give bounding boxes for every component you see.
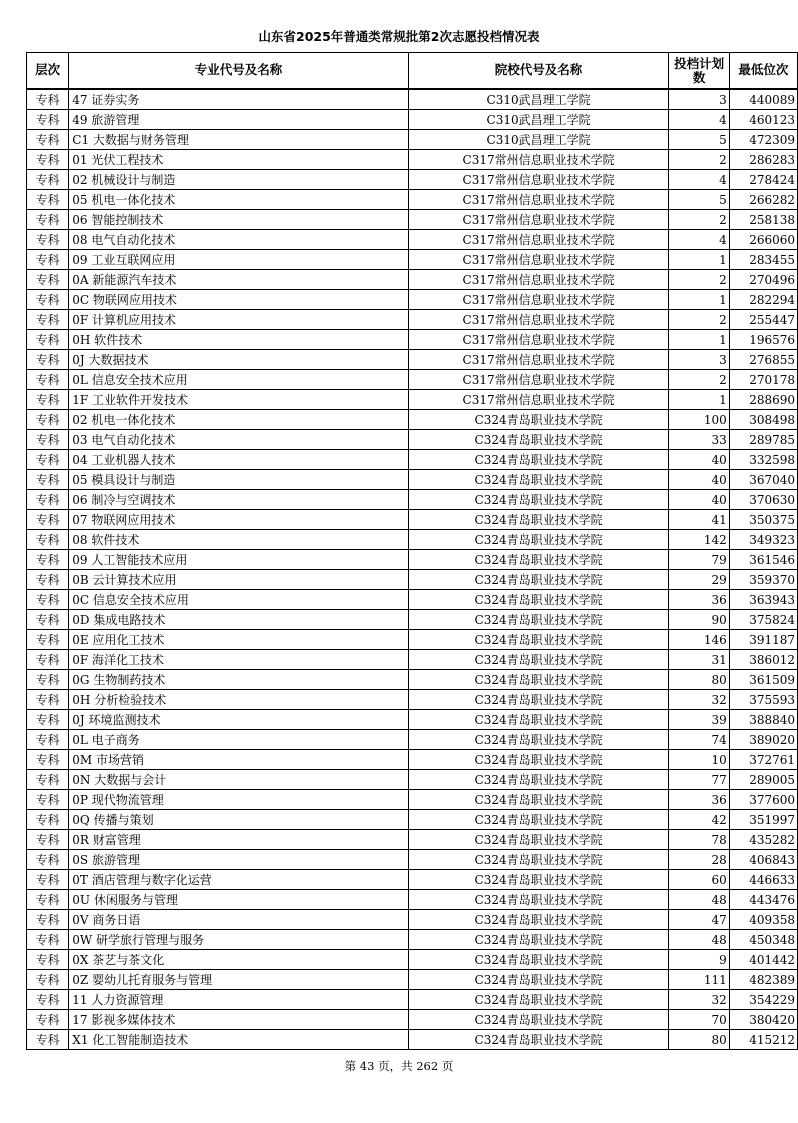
cell-plan: 33 — [669, 430, 729, 450]
cell-level: 专科 — [27, 610, 69, 630]
cell-level: 专科 — [27, 130, 69, 150]
table-row — [27, 550, 798, 570]
cell-school: C324青岛职业技术学院 — [408, 930, 669, 950]
table-row — [27, 1010, 798, 1030]
cell-level: 专科 — [27, 210, 69, 230]
cell-plan: 4 — [669, 170, 729, 190]
cell-plan: 80 — [669, 670, 729, 690]
cell-level: 专科 — [27, 990, 69, 1010]
cell-level: 专科 — [27, 690, 69, 710]
cell-plan: 1 — [669, 250, 729, 270]
cell-major: 0A 新能源汽车技术 — [69, 270, 408, 290]
cell-rank: 289005 — [729, 770, 797, 790]
header-level: 层次 — [27, 53, 69, 90]
cell-plan: 9 — [669, 950, 729, 970]
cell-rank: 276855 — [729, 350, 797, 370]
cell-rank: 443476 — [729, 890, 797, 910]
cell-major: 0F 海洋化工技术 — [69, 650, 408, 670]
cell-rank: 361509 — [729, 670, 797, 690]
cell-major: 09 工业互联网应用 — [69, 250, 408, 270]
cell-plan: 4 — [669, 110, 729, 130]
table-row — [27, 230, 798, 250]
admission-table — [26, 52, 798, 1050]
cell-major: 11 人力资源管理 — [69, 990, 408, 1010]
cell-plan: 4 — [669, 230, 729, 250]
cell-school: C324青岛职业技术学院 — [408, 610, 669, 630]
table-row — [27, 590, 798, 610]
table-row — [27, 170, 798, 190]
cell-school: C317常州信息职业技术学院 — [408, 330, 669, 350]
cell-school: C324青岛职业技术学院 — [408, 950, 669, 970]
cell-major: 01 光伏工程技术 — [69, 150, 408, 170]
cell-rank: 372761 — [729, 750, 797, 770]
cell-level: 专科 — [27, 830, 69, 850]
cell-level: 专科 — [27, 110, 69, 130]
table-row — [27, 890, 798, 910]
cell-level: 专科 — [27, 930, 69, 950]
table-row — [27, 330, 798, 350]
cell-level: 专科 — [27, 570, 69, 590]
cell-school: C324青岛职业技术学院 — [408, 790, 669, 810]
table-row — [27, 670, 798, 690]
cell-level: 专科 — [27, 630, 69, 650]
table-row — [27, 1030, 798, 1050]
table-row — [27, 270, 798, 290]
table-row — [27, 390, 798, 410]
cell-level: 专科 — [27, 530, 69, 550]
cell-school: C317常州信息职业技术学院 — [408, 150, 669, 170]
cell-major: 0E 应用化工技术 — [69, 630, 408, 650]
cell-level: 专科 — [27, 330, 69, 350]
cell-major: 0T 酒店管理与数字化运营 — [69, 870, 408, 890]
cell-school: C324青岛职业技术学院 — [408, 810, 669, 830]
cell-rank: 266282 — [729, 190, 797, 210]
cell-level: 专科 — [27, 650, 69, 670]
cell-plan: 5 — [669, 190, 729, 210]
cell-level: 专科 — [27, 710, 69, 730]
cell-school: C324青岛职业技术学院 — [408, 590, 669, 610]
cell-school: C317常州信息职业技术学院 — [408, 190, 669, 210]
cell-school: C324青岛职业技术学院 — [408, 870, 669, 890]
cell-level: 专科 — [27, 730, 69, 750]
cell-plan: 1 — [669, 290, 729, 310]
cell-rank: 255447 — [729, 310, 797, 330]
cell-rank: 270178 — [729, 370, 797, 390]
cell-level: 专科 — [27, 770, 69, 790]
cell-level: 专科 — [27, 950, 69, 970]
table-row — [27, 850, 798, 870]
cell-level: 专科 — [27, 350, 69, 370]
cell-major: 0D 集成电路技术 — [69, 610, 408, 630]
cell-school: C324青岛职业技术学院 — [408, 570, 669, 590]
cell-plan: 78 — [669, 830, 729, 850]
cell-rank: 440089 — [729, 89, 797, 110]
cell-rank: 266060 — [729, 230, 797, 250]
table-row — [27, 750, 798, 770]
cell-level: 专科 — [27, 1010, 69, 1030]
cell-rank: 388840 — [729, 710, 797, 730]
cell-school: C324青岛职业技术学院 — [408, 710, 669, 730]
cell-plan: 48 — [669, 890, 729, 910]
cell-major: 02 机械设计与制造 — [69, 170, 408, 190]
table-row — [27, 730, 798, 750]
cell-level: 专科 — [27, 790, 69, 810]
header-rank: 最低位次 — [729, 53, 797, 90]
table-row — [27, 370, 798, 390]
cell-rank: 354229 — [729, 990, 797, 1010]
cell-major: 06 智能控制技术 — [69, 210, 408, 230]
cell-rank: 389020 — [729, 730, 797, 750]
cell-level: 专科 — [27, 850, 69, 870]
cell-rank: 460123 — [729, 110, 797, 130]
cell-level: 专科 — [27, 170, 69, 190]
cell-level: 专科 — [27, 670, 69, 690]
cell-school: C324青岛职业技术学院 — [408, 730, 669, 750]
cell-level: 专科 — [27, 390, 69, 410]
cell-rank: 308498 — [729, 410, 797, 430]
cell-plan: 32 — [669, 690, 729, 710]
cell-plan: 10 — [669, 750, 729, 770]
cell-major: 0C 物联网应用技术 — [69, 290, 408, 310]
cell-rank: 283455 — [729, 250, 797, 270]
table-row — [27, 830, 798, 850]
cell-major: 04 工业机器人技术 — [69, 450, 408, 470]
cell-plan: 2 — [669, 310, 729, 330]
cell-level: 专科 — [27, 910, 69, 930]
cell-major: 0N 大数据与会计 — [69, 770, 408, 790]
cell-level: 专科 — [27, 590, 69, 610]
table-row — [27, 490, 798, 510]
cell-school: C324青岛职业技术学院 — [408, 530, 669, 550]
cell-rank: 363943 — [729, 590, 797, 610]
cell-rank: 446633 — [729, 870, 797, 890]
cell-school: C324青岛职业技术学院 — [408, 470, 669, 490]
cell-plan: 1 — [669, 390, 729, 410]
cell-level: 专科 — [27, 270, 69, 290]
header-plan: 投档计划数 — [669, 53, 729, 90]
cell-major: 0X 茶艺与茶文化 — [69, 950, 408, 970]
cell-rank: 482389 — [729, 970, 797, 990]
table-row — [27, 290, 798, 310]
cell-major: 08 电气自动化技术 — [69, 230, 408, 250]
table-row — [27, 470, 798, 490]
cell-plan: 142 — [669, 530, 729, 550]
table-row — [27, 810, 798, 830]
cell-school: C317常州信息职业技术学院 — [408, 170, 669, 190]
cell-plan: 1 — [669, 330, 729, 350]
table-row — [27, 190, 798, 210]
cell-major: 0Q 传播与策划 — [69, 810, 408, 830]
cell-plan: 48 — [669, 930, 729, 950]
cell-rank: 349323 — [729, 530, 797, 550]
cell-plan: 32 — [669, 990, 729, 1010]
table-row — [27, 870, 798, 890]
cell-major: 0F 计算机应用技术 — [69, 310, 408, 330]
cell-school: C310武昌理工学院 — [408, 110, 669, 130]
cell-major: C1 大数据与财务管理 — [69, 130, 408, 150]
cell-plan: 79 — [669, 550, 729, 570]
cell-plan: 41 — [669, 510, 729, 530]
cell-school: C324青岛职业技术学院 — [408, 450, 669, 470]
table-row — [27, 710, 798, 730]
cell-school: C324青岛职业技术学院 — [408, 770, 669, 790]
cell-school: C317常州信息职业技术学院 — [408, 250, 669, 270]
cell-school: C324青岛职业技术学院 — [408, 510, 669, 530]
cell-major: 03 电气自动化技术 — [69, 430, 408, 450]
cell-level: 专科 — [27, 290, 69, 310]
cell-level: 专科 — [27, 490, 69, 510]
cell-level: 专科 — [27, 410, 69, 430]
cell-rank: 282294 — [729, 290, 797, 310]
table-row — [27, 690, 798, 710]
cell-school: C324青岛职业技术学院 — [408, 550, 669, 570]
cell-rank: 377600 — [729, 790, 797, 810]
cell-level: 专科 — [27, 470, 69, 490]
table-row — [27, 910, 798, 930]
table-row — [27, 310, 798, 330]
table-header-row — [27, 53, 798, 90]
cell-major: 1F 工业软件开发技术 — [69, 390, 408, 410]
cell-plan: 47 — [669, 910, 729, 930]
cell-school: C310武昌理工学院 — [408, 130, 669, 150]
cell-level: 专科 — [27, 310, 69, 330]
cell-rank: 270496 — [729, 270, 797, 290]
cell-level: 专科 — [27, 510, 69, 530]
table-row — [27, 210, 798, 230]
cell-level: 专科 — [27, 89, 69, 110]
cell-major: X1 化工智能制造技术 — [69, 1030, 408, 1050]
cell-level: 专科 — [27, 550, 69, 570]
header-major: 专业代号及名称 — [69, 53, 408, 90]
cell-major: 0S 旅游管理 — [69, 850, 408, 870]
cell-plan: 5 — [669, 130, 729, 150]
cell-school: C324青岛职业技术学院 — [408, 650, 669, 670]
cell-major: 05 模具设计与制造 — [69, 470, 408, 490]
cell-level: 专科 — [27, 430, 69, 450]
table-row — [27, 110, 798, 130]
cell-level: 专科 — [27, 190, 69, 210]
table-row — [27, 410, 798, 430]
cell-major: 08 软件技术 — [69, 530, 408, 550]
cell-school: C317常州信息职业技术学院 — [408, 230, 669, 250]
cell-plan: 74 — [669, 730, 729, 750]
cell-major: 0B 云计算技术应用 — [69, 570, 408, 590]
cell-major: 0G 生物制药技术 — [69, 670, 408, 690]
cell-plan: 40 — [669, 470, 729, 490]
cell-rank: 367040 — [729, 470, 797, 490]
table-row — [27, 450, 798, 470]
cell-level: 专科 — [27, 890, 69, 910]
cell-plan: 40 — [669, 490, 729, 510]
table-row — [27, 650, 798, 670]
header-school: 院校代号及名称 — [408, 53, 669, 90]
cell-plan: 77 — [669, 770, 729, 790]
cell-rank: 391187 — [729, 630, 797, 650]
cell-school: C324青岛职业技术学院 — [408, 690, 669, 710]
cell-rank: 435282 — [729, 830, 797, 850]
table-row — [27, 930, 798, 950]
cell-school: C317常州信息职业技术学院 — [408, 350, 669, 370]
cell-school: C324青岛职业技术学院 — [408, 410, 669, 430]
cell-rank: 359370 — [729, 570, 797, 590]
cell-major: 47 证券实务 — [69, 89, 408, 110]
cell-major: 0W 研学旅行管理与服务 — [69, 930, 408, 950]
cell-school: C317常州信息职业技术学院 — [408, 390, 669, 410]
cell-plan: 3 — [669, 350, 729, 370]
page-title: 山东省2025年普通类常规批第2次志愿投档情况表 — [258, 29, 540, 44]
cell-rank: 361546 — [729, 550, 797, 570]
cell-rank: 370630 — [729, 490, 797, 510]
cell-level: 专科 — [27, 750, 69, 770]
table-row — [27, 570, 798, 590]
cell-school: C317常州信息职业技术学院 — [408, 270, 669, 290]
cell-major: 05 机电一体化技术 — [69, 190, 408, 210]
table-row — [27, 610, 798, 630]
table-row — [27, 990, 798, 1010]
table-row — [27, 130, 798, 150]
cell-plan: 2 — [669, 270, 729, 290]
cell-rank: 286283 — [729, 150, 797, 170]
cell-major: 17 影视多媒体技术 — [69, 1010, 408, 1030]
cell-plan: 90 — [669, 610, 729, 630]
cell-major: 0H 分析检验技术 — [69, 690, 408, 710]
cell-plan: 36 — [669, 590, 729, 610]
cell-rank: 415212 — [729, 1030, 797, 1050]
table-row — [27, 790, 798, 810]
cell-plan: 28 — [669, 850, 729, 870]
cell-major: 0L 信息安全技术应用 — [69, 370, 408, 390]
cell-level: 专科 — [27, 370, 69, 390]
table-body — [27, 89, 798, 1050]
cell-school: C324青岛职业技术学院 — [408, 490, 669, 510]
cell-major: 07 物联网应用技术 — [69, 510, 408, 530]
cell-school: C324青岛职业技术学院 — [408, 630, 669, 650]
cell-level: 专科 — [27, 970, 69, 990]
cell-plan: 70 — [669, 1010, 729, 1030]
cell-school: C324青岛职业技术学院 — [408, 890, 669, 910]
cell-plan: 80 — [669, 1030, 729, 1050]
cell-rank: 386012 — [729, 650, 797, 670]
cell-major: 0U 休闲服务与管理 — [69, 890, 408, 910]
cell-school: C324青岛职业技术学院 — [408, 1030, 669, 1050]
cell-level: 专科 — [27, 250, 69, 270]
table-row — [27, 510, 798, 530]
cell-plan: 146 — [669, 630, 729, 650]
cell-plan: 29 — [669, 570, 729, 590]
cell-level: 专科 — [27, 870, 69, 890]
cell-school: C317常州信息职业技术学院 — [408, 370, 669, 390]
cell-rank: 288690 — [729, 390, 797, 410]
cell-plan: 39 — [669, 710, 729, 730]
cell-rank: 289785 — [729, 430, 797, 450]
cell-rank: 450348 — [729, 930, 797, 950]
cell-major: 0P 现代物流管理 — [69, 790, 408, 810]
cell-major: 0J 环境监测技术 — [69, 710, 408, 730]
cell-plan: 2 — [669, 210, 729, 230]
cell-school: C310武昌理工学院 — [408, 89, 669, 110]
cell-plan: 31 — [669, 650, 729, 670]
cell-level: 专科 — [27, 150, 69, 170]
cell-school: C317常州信息职业技术学院 — [408, 290, 669, 310]
page-number: 第 43 页，共 262 页 — [344, 1059, 454, 1073]
cell-rank: 350375 — [729, 510, 797, 530]
cell-level: 专科 — [27, 450, 69, 470]
table-row — [27, 530, 798, 550]
cell-plan: 100 — [669, 410, 729, 430]
table-row — [27, 250, 798, 270]
cell-school: C324青岛职业技术学院 — [408, 830, 669, 850]
cell-plan: 3 — [669, 89, 729, 110]
cell-rank: 401442 — [729, 950, 797, 970]
table-row — [27, 970, 798, 990]
cell-plan: 2 — [669, 150, 729, 170]
cell-rank: 375593 — [729, 690, 797, 710]
cell-rank: 409358 — [729, 910, 797, 930]
cell-school: C324青岛职业技术学院 — [408, 970, 669, 990]
cell-plan: 60 — [669, 870, 729, 890]
cell-rank: 406843 — [729, 850, 797, 870]
cell-school: C324青岛职业技术学院 — [408, 850, 669, 870]
cell-major: 06 制冷与空调技术 — [69, 490, 408, 510]
cell-school: C324青岛职业技术学院 — [408, 430, 669, 450]
cell-major: 0C 信息安全技术应用 — [69, 590, 408, 610]
cell-level: 专科 — [27, 1030, 69, 1050]
table-row — [27, 350, 798, 370]
cell-major: 0V 商务日语 — [69, 910, 408, 930]
cell-rank: 380420 — [729, 1010, 797, 1030]
cell-plan: 111 — [669, 970, 729, 990]
table-row — [27, 950, 798, 970]
cell-rank: 472309 — [729, 130, 797, 150]
cell-level: 专科 — [27, 230, 69, 250]
cell-school: C324青岛职业技术学院 — [408, 750, 669, 770]
cell-rank: 278424 — [729, 170, 797, 190]
cell-major: 49 旅游管理 — [69, 110, 408, 130]
cell-plan: 42 — [669, 810, 729, 830]
cell-plan: 2 — [669, 370, 729, 390]
cell-school: C324青岛职业技术学院 — [408, 670, 669, 690]
cell-rank: 196576 — [729, 330, 797, 350]
cell-rank: 258138 — [729, 210, 797, 230]
cell-school: C324青岛职业技术学院 — [408, 910, 669, 930]
cell-major: 0Z 婴幼儿托育服务与管理 — [69, 970, 408, 990]
cell-school: C317常州信息职业技术学院 — [408, 310, 669, 330]
table-row — [27, 430, 798, 450]
cell-school: C324青岛职业技术学院 — [408, 990, 669, 1010]
cell-rank: 332598 — [729, 450, 797, 470]
table-row — [27, 770, 798, 790]
cell-rank: 375824 — [729, 610, 797, 630]
cell-school: C317常州信息职业技术学院 — [408, 210, 669, 230]
cell-school: C324青岛职业技术学院 — [408, 1010, 669, 1030]
table-row — [27, 630, 798, 650]
cell-level: 专科 — [27, 810, 69, 830]
cell-major: 0H 软件技术 — [69, 330, 408, 350]
table-row — [27, 150, 798, 170]
cell-major: 02 机电一体化技术 — [69, 410, 408, 430]
cell-major: 0J 大数据技术 — [69, 350, 408, 370]
cell-major: 09 人工智能技术应用 — [69, 550, 408, 570]
table-row — [27, 89, 798, 110]
cell-major: 0M 市场营销 — [69, 750, 408, 770]
cell-plan: 40 — [669, 450, 729, 470]
cell-major: 0R 财富管理 — [69, 830, 408, 850]
cell-major: 0L 电子商务 — [69, 730, 408, 750]
cell-plan: 36 — [669, 790, 729, 810]
cell-rank: 351997 — [729, 810, 797, 830]
